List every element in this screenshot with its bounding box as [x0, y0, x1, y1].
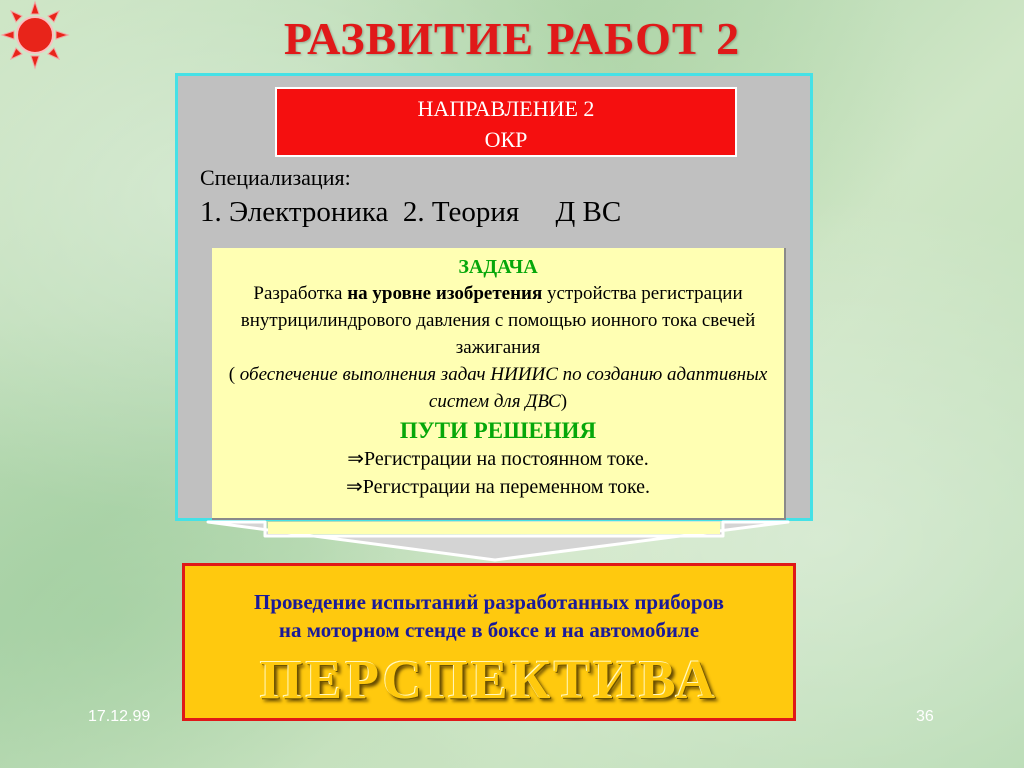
specialization-label: Специализация: — [200, 165, 351, 190]
solutions-title: ПУТИ РЕШЕНИЯ — [399, 418, 597, 443]
slide-title: РАЗВИТИЕ РАБОТ 2 — [283, 13, 741, 64]
outcome-text — [185, 588, 793, 644]
outcome-line-2: на моторном стенде в боксе и на автомобиле — [278, 618, 700, 642]
direction-line-1: НАПРАВЛЕНИЕ 2 — [417, 96, 595, 121]
task-box — [212, 248, 786, 520]
solution-item-text: Регистрации на переменном токе. — [362, 476, 651, 498]
task-description — [212, 280, 784, 361]
solution-item-text: Регистрации на постоянном токе. — [364, 448, 649, 470]
double-arrow-icon: ⇒ — [345, 476, 363, 498]
solution-item — [212, 473, 784, 501]
slide-number: 36 — [916, 708, 934, 725]
task-note-text: обеспечение выполнения задач НИИИС по созданию адаптивных систем для ДВС — [239, 364, 768, 412]
footer-date: 17.12.99 — [88, 708, 151, 725]
direction-line-2: ОКР — [484, 127, 528, 152]
task-note-close: ) — [560, 391, 568, 412]
task-text-bold: на уровне изобретения — [347, 283, 543, 304]
task-title: ЗАДАЧА — [458, 256, 538, 278]
double-arrow-icon: ⇒ — [347, 448, 365, 470]
outcome-box — [182, 563, 796, 721]
specialization-items: 1. Электроника 2. Теория Д ВС — [200, 196, 622, 228]
outcome-line-1: Проведение испытаний разработанных приборов — [254, 590, 724, 614]
task-text-prefix: Разработка — [253, 283, 348, 304]
task-note-open: ( — [228, 364, 240, 385]
perspective-heading: ПЕРСПЕКТИВА — [259, 649, 719, 710]
direction-header — [275, 87, 737, 157]
task-note — [212, 361, 784, 415]
task-text-suffix: устройства регистрации внутрицилиндрового давления с помощью ионного тока свечей зажигания — [240, 283, 756, 358]
solution-item — [212, 445, 784, 473]
